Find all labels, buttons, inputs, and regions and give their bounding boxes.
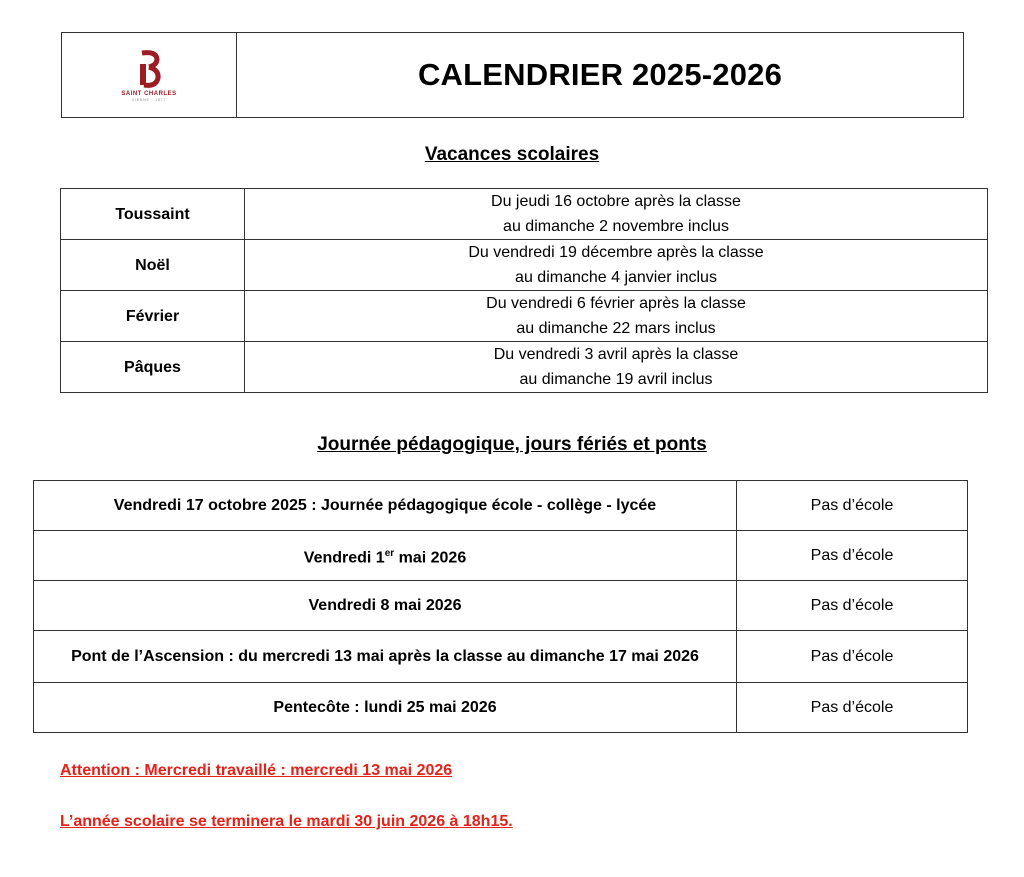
fin-annee-notice: L’année scolaire se terminera le mardi 30 juin 2026 à 18h15. xyxy=(60,813,513,830)
ferie-description xyxy=(34,531,737,581)
table-row xyxy=(61,189,988,240)
header-box xyxy=(61,32,964,118)
period-name: Noël xyxy=(61,240,245,291)
feries-heading: Journée pédagogique, jours fériés et ponts xyxy=(317,434,707,455)
ferie-description: Pentecôte : lundi 25 mai 2026 xyxy=(34,683,737,733)
table-row xyxy=(34,581,968,631)
period-dates-line2: au dimanche 2 novembre inclus xyxy=(503,218,729,235)
page-title: CALENDRIER 2025-2026 xyxy=(417,57,783,92)
table-row xyxy=(34,481,968,531)
logo-subtitle: VIENNE · 1877 xyxy=(131,97,167,102)
vacances-table xyxy=(60,188,988,393)
period-dates xyxy=(245,342,988,393)
period-dates-line2: au dimanche 22 mars inclus xyxy=(516,320,716,337)
period-dates-line1: Du jeudi 16 octobre après la classe xyxy=(491,193,741,210)
ferie-description-sup: er xyxy=(384,547,395,559)
table-row xyxy=(34,631,968,683)
table-row xyxy=(34,531,968,581)
period-dates-line1: Du vendredi 6 février après la classe xyxy=(486,295,746,312)
period-dates-line2: au dimanche 4 janvier inclus xyxy=(515,269,717,286)
table-row xyxy=(34,683,968,733)
period-name: Pâques xyxy=(61,342,245,393)
feries-table xyxy=(33,480,968,733)
period-dates-line1: Du vendredi 3 avril après la classe xyxy=(493,346,739,363)
ferie-description-before: Vendredi 1 xyxy=(303,549,385,567)
period-name: Toussaint xyxy=(61,189,245,240)
ferie-status: Pas d’école xyxy=(737,581,968,631)
attention-notice: Attention : Mercredi travaillé : mercredi 13 mai 2026 xyxy=(60,762,453,779)
table-row xyxy=(61,291,988,342)
period-dates-line1: Du vendredi 19 décembre après la classe xyxy=(468,244,764,261)
ferie-description: Pont de l’Ascension : du mercredi 13 mai après la classe au dimanche 17 mai 2026 xyxy=(34,631,737,683)
ferie-description: Vendredi 17 octobre 2025 : Journée pédagogique école - collège - lycée xyxy=(34,481,737,531)
ferie-status: Pas d’école xyxy=(737,481,968,531)
table-row xyxy=(61,240,988,291)
period-dates xyxy=(245,189,988,240)
saint-charles-logo-icon xyxy=(134,49,164,89)
vacances-heading: Vacances scolaires xyxy=(424,144,600,165)
period-name: Février xyxy=(61,291,245,342)
ferie-status: Pas d’école xyxy=(737,683,968,733)
logo-name: SAINT CHARLES xyxy=(121,90,177,97)
ferie-status: Pas d’école xyxy=(737,531,968,581)
ferie-description: Vendredi 8 mai 2026 xyxy=(34,581,737,631)
ferie-status: Pas d’école xyxy=(737,631,968,683)
table-row xyxy=(61,342,988,393)
logo xyxy=(62,33,237,117)
period-dates xyxy=(245,291,988,342)
period-dates-line2: au dimanche 19 avril inclus xyxy=(519,371,713,388)
period-dates xyxy=(245,240,988,291)
ferie-description-after: mai 2026 xyxy=(394,549,467,567)
